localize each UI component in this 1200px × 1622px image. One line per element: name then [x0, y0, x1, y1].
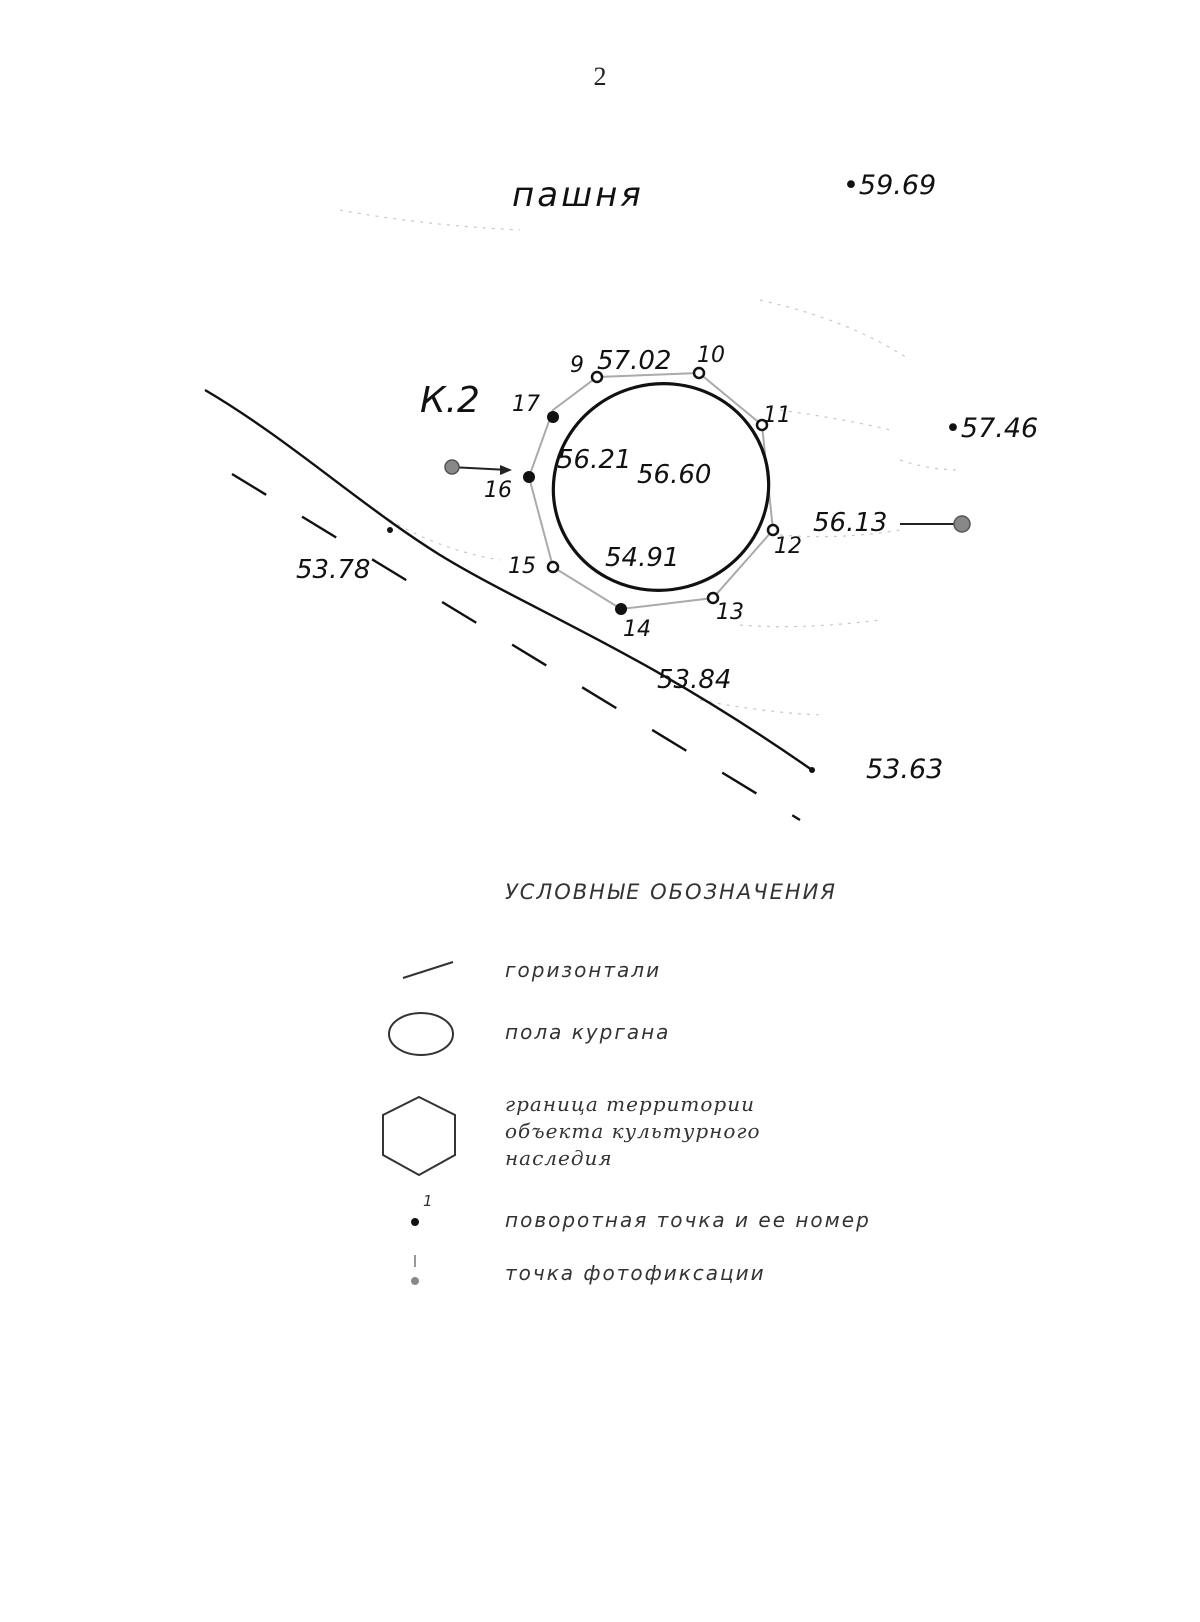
turning-point-label-10: 10 [697, 343, 725, 368]
legend-item-turning-point [375, 1188, 935, 1248]
turning-point-14 [615, 603, 627, 615]
spot-height-57-46: •57.46 [945, 413, 1039, 444]
turning-point-label-11: 11 [763, 403, 791, 428]
contour-point [809, 767, 815, 773]
spot-height-56-60: 56.60 [637, 460, 712, 490]
faint-contour-line [780, 410, 890, 430]
legend-item-boundary [375, 1092, 935, 1195]
turning-point-10 [694, 368, 704, 378]
turning-point-15 [548, 562, 558, 572]
spot-height-57-02: 57.02 [597, 346, 672, 376]
spot-height-54-91: 54.91 [605, 543, 680, 573]
field-label: пашня [512, 175, 644, 215]
legend-label-photo-point: точка фотофиксации [505, 1261, 766, 1285]
legend-label-boundary-line-1: граница территории [505, 1092, 755, 1116]
legend-label-turning-point: поворотная точка и ее номер [505, 1208, 871, 1232]
spot-height-53-78: 53.78 [296, 555, 371, 585]
photo-point-left [445, 460, 512, 475]
contour-point [387, 527, 393, 533]
turning-point-symbol [375, 1188, 495, 1248]
page-number: 2 [593, 62, 607, 91]
contour-line-symbol [375, 950, 495, 990]
mound-label: К.2 [420, 380, 480, 421]
legend-title: УСЛОВНЫЕ ОБОЗНАЧЕНИЯ [505, 880, 837, 904]
photo-point-right [900, 516, 970, 532]
legend-label-boundary-line-2: объекта культурного [505, 1119, 761, 1143]
faint-contour-line [340, 210, 520, 230]
turning-point-label-17: 17 [512, 392, 540, 417]
turning-point-17 [547, 411, 559, 423]
spot-height-56-13: 56.13 [813, 508, 888, 538]
legend-label-boundary-line-3: наследия [505, 1146, 613, 1170]
faint-contour-line [390, 520, 500, 560]
legend-label-mound: пола кургана [505, 1020, 671, 1044]
faint-contour-line [760, 300, 910, 360]
turning-point-label-16: 16 [484, 478, 512, 503]
turning-point-label-9: 9 [570, 353, 584, 378]
legend-label-contour: горизонтали [505, 958, 662, 982]
mound-ellipse-symbol [375, 1010, 495, 1070]
turning-point-label-12: 12 [774, 534, 802, 559]
photo-point-symbol [375, 1253, 495, 1303]
heritage-boundary-polygon [529, 373, 773, 609]
turning-point-label-14: 14 [623, 617, 651, 642]
turning-point-number: 1 [423, 1192, 433, 1210]
turning-point-16 [523, 471, 535, 483]
turning-point-label-15: 15 [508, 554, 536, 579]
hexagon-symbol [375, 1095, 495, 1195]
turning-point-label-13: 13 [716, 600, 744, 625]
faint-contour-line [740, 620, 880, 627]
spot-height-53-63: 53.63 [866, 754, 944, 785]
spot-height-56-21: 56.21 [557, 445, 632, 475]
legend-item-contour [375, 950, 935, 1010]
contour-line-dashed [232, 474, 800, 820]
spot-height-53-84: 53.84 [657, 665, 732, 695]
spot-height-59-69: •59.69 [843, 170, 937, 201]
legend-item-photo-point [375, 1253, 935, 1313]
faint-contour-line [900, 460, 960, 470]
legend-item-mound [375, 1010, 935, 1070]
